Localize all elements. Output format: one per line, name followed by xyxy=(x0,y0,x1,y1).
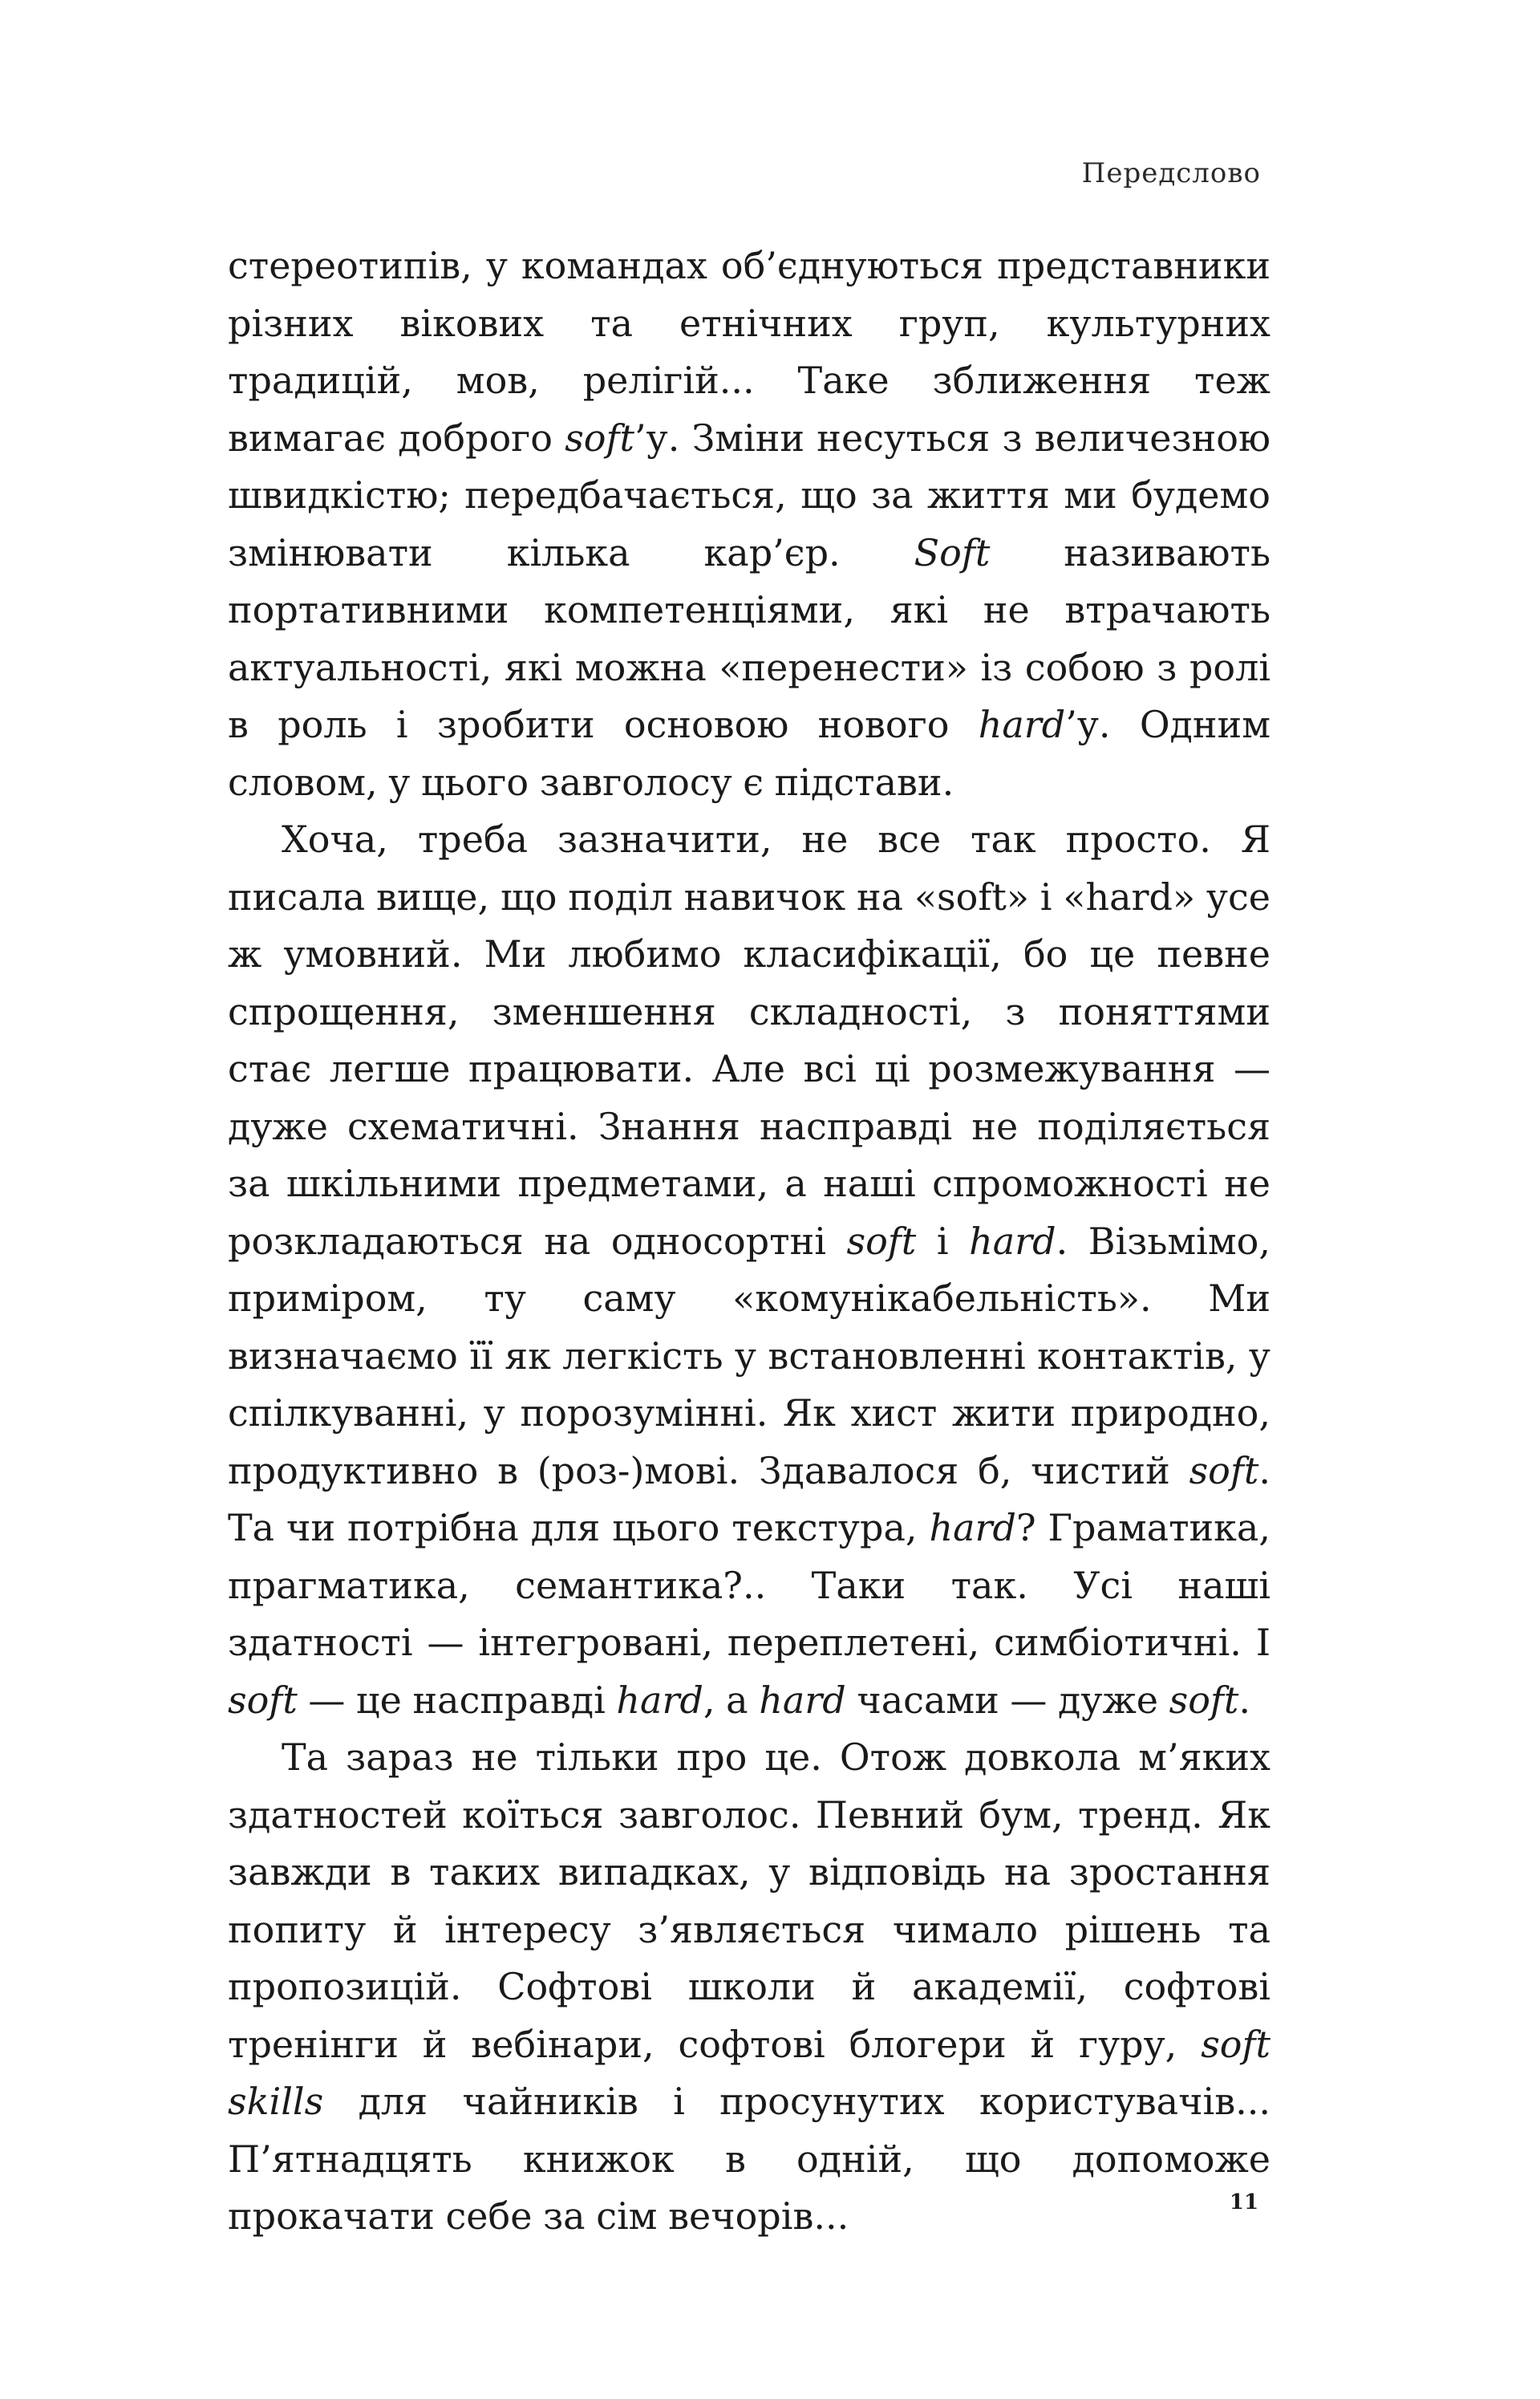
italic-segment: hard xyxy=(759,1678,846,1722)
italic-segment: hard xyxy=(929,1506,1016,1549)
body-text xyxy=(228,237,1270,2246)
text-segment: для чайників і просунутих користувачів... П’ятнадцять книжок в одній, що допоможе прокачати себе за сім вечорів... xyxy=(228,2080,1270,2238)
italic-segment: Soft xyxy=(914,530,991,574)
text-segment: — це насправді xyxy=(297,1678,617,1722)
italic-segment: soft xyxy=(565,416,635,460)
text-segment: , а xyxy=(703,1678,760,1722)
italic-segment: soft skills xyxy=(228,2022,1270,2123)
italic-segment: soft xyxy=(1189,1448,1259,1492)
italic-segment: soft xyxy=(228,1678,298,1722)
paragraph-3 xyxy=(228,1729,1270,2246)
text-segment: Хоча, треба зазначити, не все так просто. Я писала вище, що поділ навичок на «soft» і «hard» усе ж умовний. Ми любимо класифікації, бо це певне спрощення, зменшення складності, з поняттями стає легше працювати. Але всі ці розмежування — дуже схематичні. Знання насправді не поділяється за шкільними предметами, а наші спроможності не розкладаються на односортні xyxy=(228,818,1270,1263)
paragraph-1 xyxy=(228,237,1270,811)
text-segment: . xyxy=(1238,1678,1251,1722)
italic-segment: soft xyxy=(1169,1678,1239,1722)
page-number: 11 xyxy=(1229,2190,1259,2214)
paragraph-2 xyxy=(228,811,1270,1729)
italic-segment: hard xyxy=(969,1219,1056,1263)
text-segment: Та зараз не тільки про це. Отож довкола м’яких здатностей коїться завголос. Певний бум, тренд. Як завжди в таких випадках, у відповідь на зростання попиту й інтересу з’являється чимало рішень та пропозицій. Софтові школи й академії, софтові тренінги й вебінари, софтові блогери й гуру, xyxy=(228,1735,1270,2066)
text-segment: і xyxy=(916,1219,970,1263)
text-segment: називають портативними компетенціями, які не втрачають актуальності, які можна «перенести» із собою з ролі в роль і зробити основою нового xyxy=(228,530,1270,746)
text-segment: . Та чи потрібна для цього текстура, xyxy=(228,1448,1270,1549)
italic-segment: hard xyxy=(616,1678,703,1722)
text-segment: ’у. Одним словом, у цього завголосу є підстави. xyxy=(228,703,1270,804)
italic-segment: soft xyxy=(846,1219,917,1263)
italic-segment: hard xyxy=(978,703,1066,746)
running-head: Передслово xyxy=(1081,157,1261,189)
text-segment: ’у. Зміни несуться з величезною швидкістю; передбачається, що за життя ми будемо змінювати кілька кар’єр. xyxy=(228,416,1270,574)
text-segment: . Візьмімо, приміром, ту саму «комунікабельність». Ми визначаємо її як легкість у встановленні контактів, у спілкуванні, у порозумінні. Як хист жити природно, продуктивно в (роз-)мові. Здавалося б, чистий xyxy=(228,1219,1270,1492)
text-segment: стереотипів, у командах об’єднуються представники різних вікових та етнічних груп, культурних традицій, мов, релігій... Таке зближення теж вимагає доброго xyxy=(228,244,1270,460)
text-segment: часами — дуже xyxy=(845,1678,1169,1722)
text-segment: ? Граматика, прагматика, семантика?.. Таки так. Усі наші здатності — інтегровані, переплетені, симбіотичні. І xyxy=(228,1506,1270,1664)
